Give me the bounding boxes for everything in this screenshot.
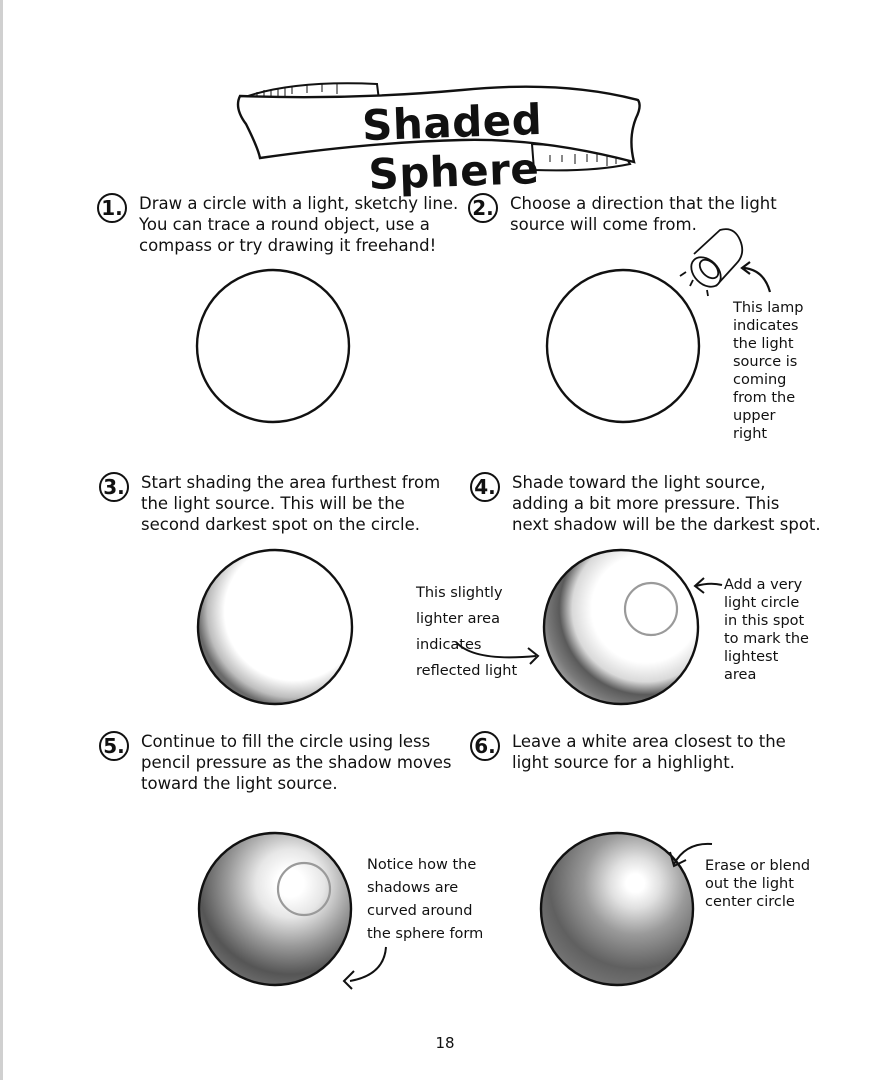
step-text: Start shading the area furthest from the light source. This will be the second darkest spot on the circle.	[141, 473, 441, 534]
step-number: 5.	[99, 731, 129, 761]
step-number: 1.	[97, 193, 127, 223]
arrow-icon	[692, 574, 726, 596]
step-text: Choose a direction that the light source will come from.	[510, 194, 777, 234]
step-number: 6.	[470, 731, 500, 761]
step-text: Draw a circle with a light, sketchy line. You can trace a round object, use a compass or try drawing it freehand!	[139, 194, 459, 255]
step-number: 3.	[99, 472, 129, 502]
page-edge	[0, 0, 3, 1080]
sphere-stage-4	[538, 548, 708, 718]
reflected-light-note: This slightly lighter area indicates reflected light	[416, 585, 518, 679]
erase-note: Erase or blend out the light center circle	[705, 858, 811, 910]
step-text: Continue to fill the circle using less pencil pressure as the shadow moves toward the light source.	[141, 732, 452, 793]
step-number: 2.	[468, 193, 498, 223]
step-text: Leave a white area closest to the light source for a highlight.	[512, 732, 786, 772]
light-circle-note: Add a very light circle in this spot to mark the lightest area	[724, 577, 809, 683]
lamp-note: This lamp indicates the light source is coming from the upper right	[733, 300, 804, 442]
step-text: Shade toward the light source, adding a bit more pressure. This next shadow will be the darkest spot.	[512, 473, 821, 534]
curved-arrow-icon	[454, 638, 544, 668]
step-number: 4.	[470, 472, 500, 502]
sphere-stage-3	[192, 548, 362, 718]
plain-circle-figure	[190, 264, 360, 434]
page-number: 18	[435, 1034, 455, 1052]
curved-arrow-icon	[336, 945, 396, 990]
page-title: Shaded Sphere	[361, 94, 543, 199]
curved-shadows-note: Notice how the shadows are curved around the sphere form	[367, 857, 484, 942]
